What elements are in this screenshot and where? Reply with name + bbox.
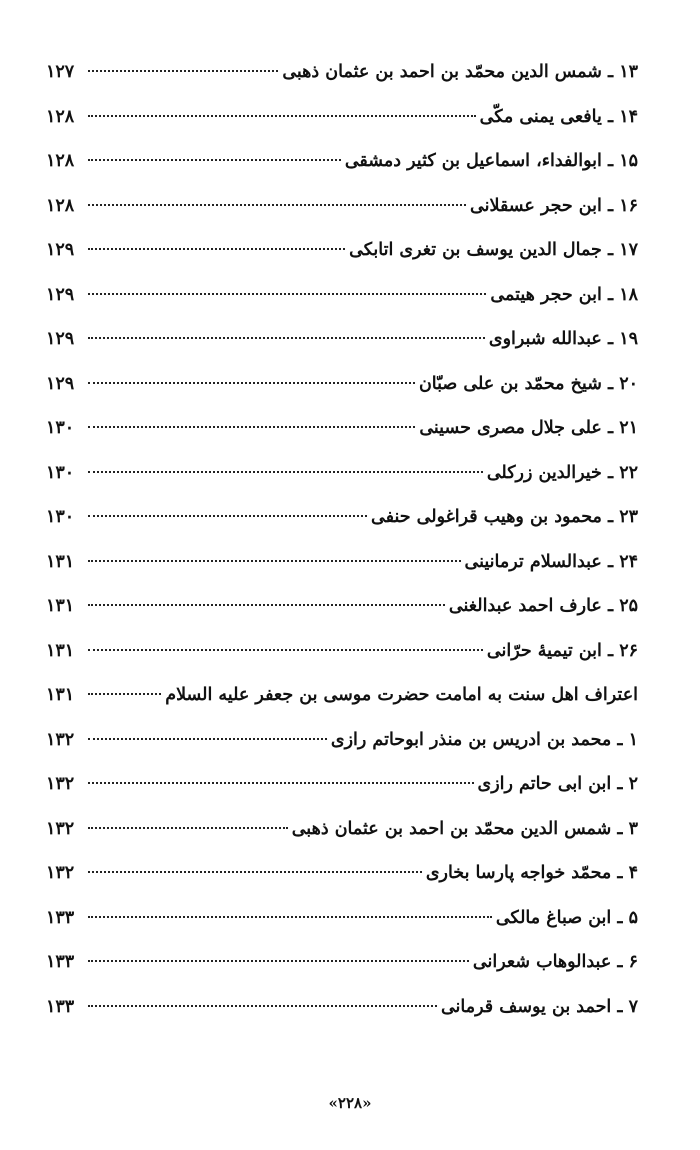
dot-leader — [88, 604, 445, 606]
toc-entry-title: ۱۵ ـ ابوالفداء، اسماعیل بن کثیر دمشقی — [344, 151, 638, 171]
toc-entry-page: ۱۳۱ — [46, 640, 75, 661]
toc-entry-page: ۱۲۹ — [46, 240, 75, 260]
toc-entry — [46, 908, 638, 953]
dot-leader — [88, 115, 476, 117]
toc-entry — [46, 329, 638, 374]
dot-leader — [88, 827, 288, 829]
toc-entry-title: ۱۹ ـ عبدالله شبراوی — [488, 329, 638, 349]
toc-entry — [46, 552, 638, 597]
toc-entry — [46, 641, 638, 686]
dot-leader — [88, 471, 483, 473]
toc-entry-page: ۱۲۷ — [46, 62, 75, 82]
toc-entry-title: ۱۶ ـ ابن حجر عسقلانی — [470, 195, 638, 216]
dot-leader — [88, 738, 327, 740]
toc-entry-page: ۱۳۱ — [46, 596, 75, 616]
toc-entry-page: ۱۳۱ — [46, 685, 75, 705]
table-of-contents — [46, 62, 638, 1041]
dot-leader — [88, 916, 492, 918]
toc-entry — [46, 151, 638, 196]
dot-leader — [88, 204, 466, 206]
toc-entry-title: ۵ ـ ابن صباغ مالکی — [495, 907, 638, 928]
dot-leader — [88, 426, 415, 428]
toc-entry-title: ۱۴ ـ یافعی یمنی مکّی — [479, 106, 638, 127]
toc-entry-title: ۱۷ ـ جمال الدین یوسف بن تغری اتابکی — [349, 240, 638, 260]
toc-entry — [46, 774, 638, 819]
toc-entry-page: ۱۳۲ — [46, 729, 75, 750]
toc-entry — [46, 463, 638, 508]
toc-entry-page: ۱۳۰ — [46, 507, 75, 527]
toc-entry-page: ۱۳۰ — [46, 418, 75, 438]
toc-entry-title: ۷ ـ احمد بن یوسف قرمانی — [440, 996, 638, 1017]
toc-entry-title: ۶ ـ عبدالوهاب شعرانی — [472, 952, 638, 972]
toc-entry-page: ۱۳۳ — [46, 996, 75, 1017]
toc-entry — [46, 730, 638, 775]
toc-entry-title: ۲۱ ـ علی جلال مصری حسینی — [419, 418, 638, 438]
toc-entry — [46, 107, 638, 152]
toc-entry — [46, 418, 638, 463]
toc-entry-page: ۱۲۹ — [46, 284, 75, 305]
toc-entry — [46, 240, 638, 285]
toc-entry — [46, 863, 638, 908]
dot-leader — [88, 782, 474, 784]
dot-leader — [88, 337, 485, 339]
dot-leader — [88, 248, 345, 250]
toc-entry-title: ۲۳ ـ محمود بن وهیب قراغولی حنفی — [371, 507, 638, 527]
toc-entry-title: ۱۳ ـ شمس الدین محمّد بن احمد بن عثمان ذهبی — [282, 62, 638, 82]
toc-entry-title: ۱ ـ محمد بن ادریس بن منذر ابوحاتم رازی — [330, 729, 638, 750]
toc-entry-page: ۱۳۱ — [46, 551, 75, 572]
toc-entry-page: ۱۲۹ — [46, 329, 75, 349]
toc-entry-page: ۱۳۳ — [46, 907, 75, 928]
toc-entry-title: ۲۵ ـ عارف احمد عبدالغنی — [448, 596, 638, 616]
toc-entry — [46, 507, 638, 552]
toc-entry — [46, 285, 638, 330]
dot-leader — [88, 293, 486, 295]
toc-entry-title: ۱۸ ـ ابن حجر هیتمی — [490, 284, 638, 305]
dot-leader — [88, 1005, 437, 1007]
dot-leader — [88, 515, 367, 517]
toc-entry-title: ۲ ـ ابن ابی حاتم رازی — [477, 774, 638, 794]
dot-leader — [88, 871, 422, 873]
toc-entry-page: ۱۲۸ — [46, 195, 75, 216]
toc-entry-page: ۱۲۸ — [46, 106, 75, 127]
toc-entry-page: ۱۳۲ — [46, 774, 75, 794]
toc-entry — [46, 819, 638, 864]
toc-entry — [46, 374, 638, 419]
toc-entry-page: ۱۳۳ — [46, 952, 75, 972]
dot-leader — [88, 382, 415, 384]
dot-leader — [88, 649, 483, 651]
toc-entry — [46, 596, 638, 641]
toc-entry-page: ۱۲۸ — [46, 151, 75, 171]
toc-entry-title: ۲۰ ـ شیخ محمّد بن علی صبّان — [418, 373, 638, 394]
dot-leader — [88, 159, 341, 161]
toc-section-heading — [46, 685, 638, 730]
toc-entry — [46, 952, 638, 997]
dot-leader — [88, 693, 161, 695]
toc-entry — [46, 997, 638, 1042]
dot-leader — [88, 960, 469, 962]
toc-entry-page: ۱۳۲ — [46, 818, 75, 839]
toc-entry-title: ۴ ـ محمّد خواجه پارسا بخاری — [425, 863, 638, 883]
dot-leader — [88, 560, 461, 562]
toc-entry-page: ۱۲۹ — [46, 373, 75, 394]
toc-entry-page: ۱۳۰ — [46, 462, 75, 483]
toc-entry-page: ۱۳۲ — [46, 863, 75, 883]
dot-leader — [88, 70, 278, 72]
toc-entry-title: اعتراف اهل سنت به امامت حضرت موسی بن جعفر علیه السلام — [165, 685, 638, 705]
page-number: «۲۲۸» — [328, 1094, 372, 1112]
toc-entry-title: ۲۶ ـ ابن تیمیۀ حرّانی — [486, 640, 638, 661]
toc-entry-title: ۳ ـ شمس الدین محمّد بن احمد بن عثمان ذهبی — [291, 818, 638, 839]
toc-entry — [46, 196, 638, 241]
toc-entry-title: ۲۴ ـ عبدالسلام ترمانینی — [464, 551, 638, 572]
toc-entry-title: ۲۲ ـ خیرالدین زرکلی — [486, 462, 638, 483]
toc-entry — [46, 62, 638, 107]
